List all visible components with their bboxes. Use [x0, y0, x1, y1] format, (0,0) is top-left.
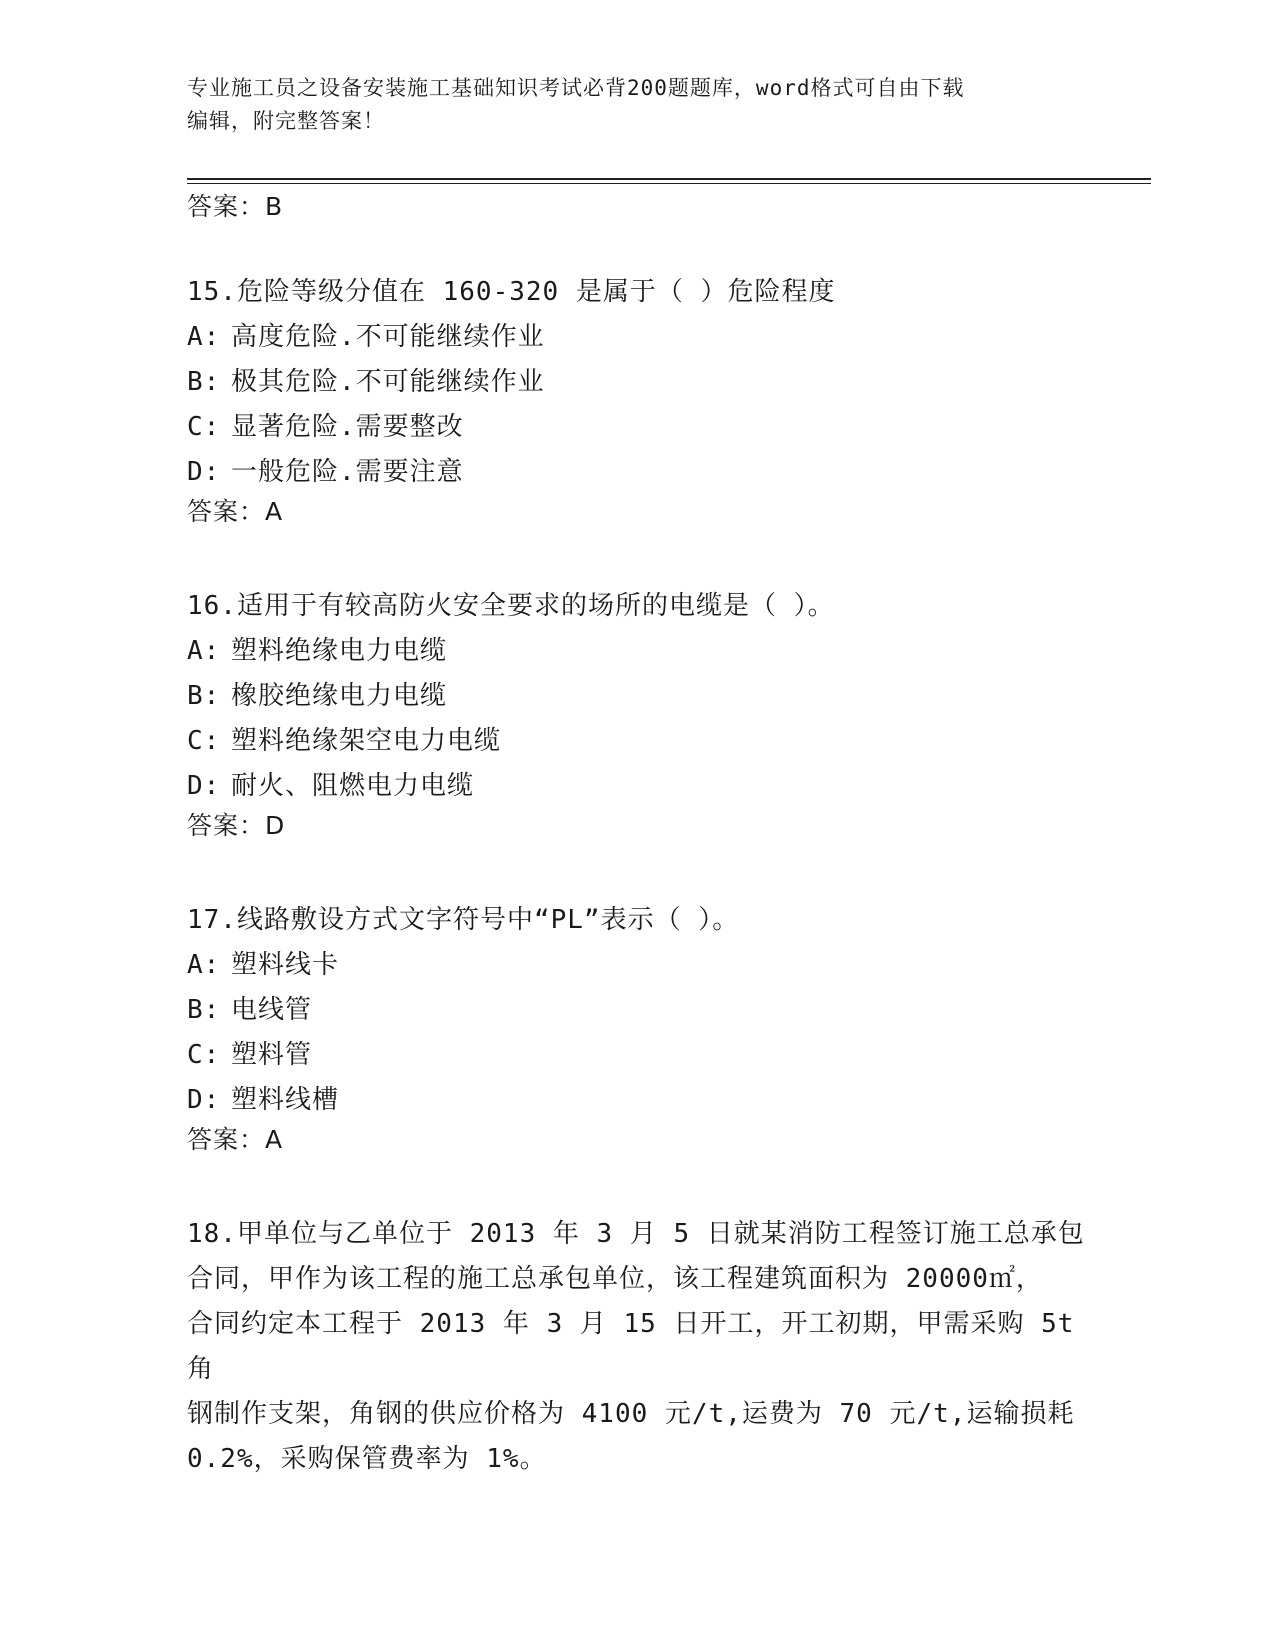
question-18-line-1: 18.甲单位与乙单位于 2013 年 3 月 5 日就某消防工程签订施工总承包 [187, 1219, 1085, 1249]
question-title: 15.危险等级分值在 160-320 是属于（ ）危险程度 [187, 277, 836, 307]
option-d: D: 耐火、阻燃电力电缆 [187, 771, 475, 801]
header-divider-thick [187, 178, 1151, 180]
question-18-line-2: 合同，甲作为该工程的施工总承包单位，该工程建筑面积为 20000㎡， [187, 1264, 1043, 1294]
option-d: D: 一般危险.需要注意 [187, 457, 464, 487]
question-18-line-4: 钢制作支架，角钢的供应价格为 4100 元/t,运费为 70 元/t,运输损耗 [187, 1399, 1075, 1429]
answer-label: 答案：A [187, 497, 284, 526]
document-header [187, 72, 1067, 138]
answer-label: 答案：B [187, 192, 284, 221]
option-a: A: 塑料线卡 [187, 950, 340, 980]
option-c: C: 显著危险.需要整改 [187, 412, 464, 442]
header-divider-thin [187, 183, 1151, 184]
header-title-line-2: 编辑，附完整答案！ [187, 109, 385, 133]
question-18-line-5: 0.2%，采购保管费率为 1%。 [187, 1444, 547, 1474]
option-b: B: 极其危险.不可能继续作业 [187, 367, 545, 397]
header-title-line-1: 专业施工员之设备安装施工基础知识考试必背200题题库，word格式可自由下载 [187, 76, 965, 100]
option-d: D: 塑料线槽 [187, 1085, 340, 1115]
answer-label: 答案：A [187, 1125, 284, 1154]
option-a: A: 高度危险.不可能继续作业 [187, 322, 545, 352]
option-a: A: 塑料绝缘电力电缆 [187, 636, 448, 666]
answer-label: 答案：D [187, 811, 286, 840]
question-title: 17.线路敷设方式文字符号中“PL”表示（ ）。 [187, 905, 740, 935]
question-15 [187, 270, 1087, 529]
question-17 [187, 898, 1087, 1157]
option-c: C: 塑料绝缘架空电力电缆 [187, 726, 502, 756]
question-title: 16.适用于有较高防火安全要求的场所的电缆是（ ）。 [187, 591, 835, 621]
option-b: B: 电线管 [187, 995, 313, 1025]
question-16 [187, 584, 1087, 843]
option-c: C: 塑料管 [187, 1040, 313, 1070]
question-18 [187, 1212, 1087, 1482]
option-b: B: 橡胶绝缘电力电缆 [187, 681, 448, 711]
question-18-line-3: 合同约定本工程于 2013 年 3 月 15 日开工，开工初期，甲需采购 5t 角 [187, 1309, 1075, 1384]
previous-answer-block [187, 190, 1087, 224]
